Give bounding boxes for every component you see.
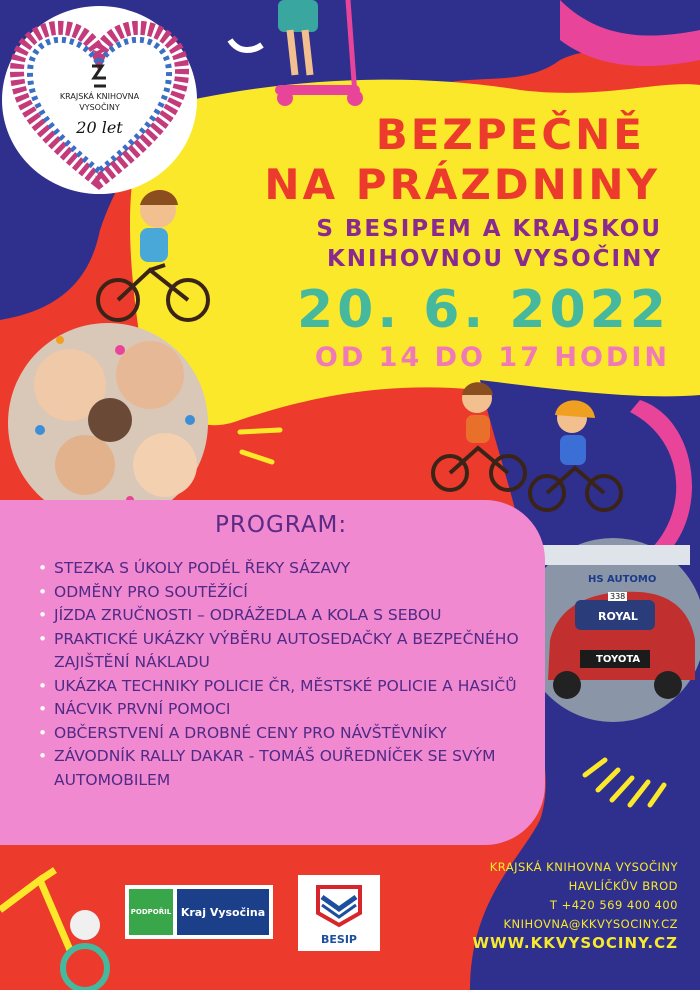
car-number: 338 [610, 592, 626, 601]
besip-emblem-icon [298, 875, 380, 935]
program-item: • ODMĚNY PRO SOUTĚŽÍCÍ [38, 581, 538, 605]
contact-block [473, 858, 679, 953]
program-item: • ZÁVODNÍK RALLY DAKAR - TOMÁŠ OUŘEDNÍČEK SE SVÝM AUTOMOBILEM [38, 745, 538, 792]
kids-photo-face3 [133, 433, 197, 497]
program-list [38, 557, 538, 792]
car-brand: TOYOTA [596, 654, 641, 665]
contact-org: KRAJSKÁ KNIHOVNA VYSOČINY [489, 860, 678, 874]
contact-email[interactable]: KNIHOVNA@KKVYSOCINY.CZ [503, 917, 678, 931]
program-item: • OBČERSTVENÍ A DROBNÉ CENY PRO NÁVŠTĚVNÍKY [38, 722, 538, 746]
logo-name-line1: KRAJSKÁ KNIHOVNA [59, 92, 140, 101]
program-item: • PRAKTICKÉ UKÁZKY VÝBĚRU AUTOSEDAČKY A BEZPEČNÉHO ZAJIŠTĚNÍ NÁKLADU [38, 628, 538, 675]
headline-line2: NA PRÁZDNINY [264, 160, 660, 209]
region-name: Kraj Vysočina [177, 889, 269, 935]
program-item: • JÍZDA ZRUČNOSTI – ODRÁŽEDLA A KOLA S SEBOU [38, 604, 538, 628]
program-item: • STEZKA S ÚKOLY PODÉL ŘEKY SÁZAVY [38, 557, 538, 581]
library-logo [2, 6, 197, 194]
kids-photo-hair [88, 398, 132, 442]
event-date: 20. 6. 2022 [297, 280, 670, 340]
bike-bottom-left [0, 870, 70, 950]
event-time: OD 14 DO 17 HODIN [314, 342, 670, 373]
kids-photo-face4 [55, 435, 115, 495]
program-item: • UKÁZKA TECHNIKY POLICIE ČR, MĚSTSKÉ POLICIE A HASIČŮ [38, 675, 538, 699]
kraj-vysocina-logo [125, 885, 273, 939]
contact-phone[interactable]: T +420 569 400 400 [549, 898, 678, 912]
logo-name-line2: VYSOČINY [79, 103, 120, 112]
besip-logo [298, 875, 380, 951]
program-item: • NÁCVIK PRVNÍ POMOCI [38, 698, 538, 722]
headline-line3: S BESIPEM A KRAJSKOU [316, 216, 662, 242]
logo-anniversary: 20 let [76, 118, 123, 137]
headline-line1: BEZPEČNĚ [375, 110, 645, 159]
car-banner: HS AUTOMO [588, 574, 657, 585]
program-title: PROGRAM: [215, 512, 348, 538]
car-sponsor: ROYAL [598, 610, 638, 623]
contact-city: HAVLÍČKŮV BROD [568, 879, 678, 893]
supported-label: PODPOŘIL [129, 889, 173, 935]
besip-name: BESIP [321, 933, 357, 946]
headline-line4: KNIHOVNOU VYSOČINY [326, 246, 662, 272]
kids-photo-face2 [116, 341, 184, 409]
contact-website[interactable]: WWW.KKVYSOCINY.CZ [472, 934, 678, 952]
